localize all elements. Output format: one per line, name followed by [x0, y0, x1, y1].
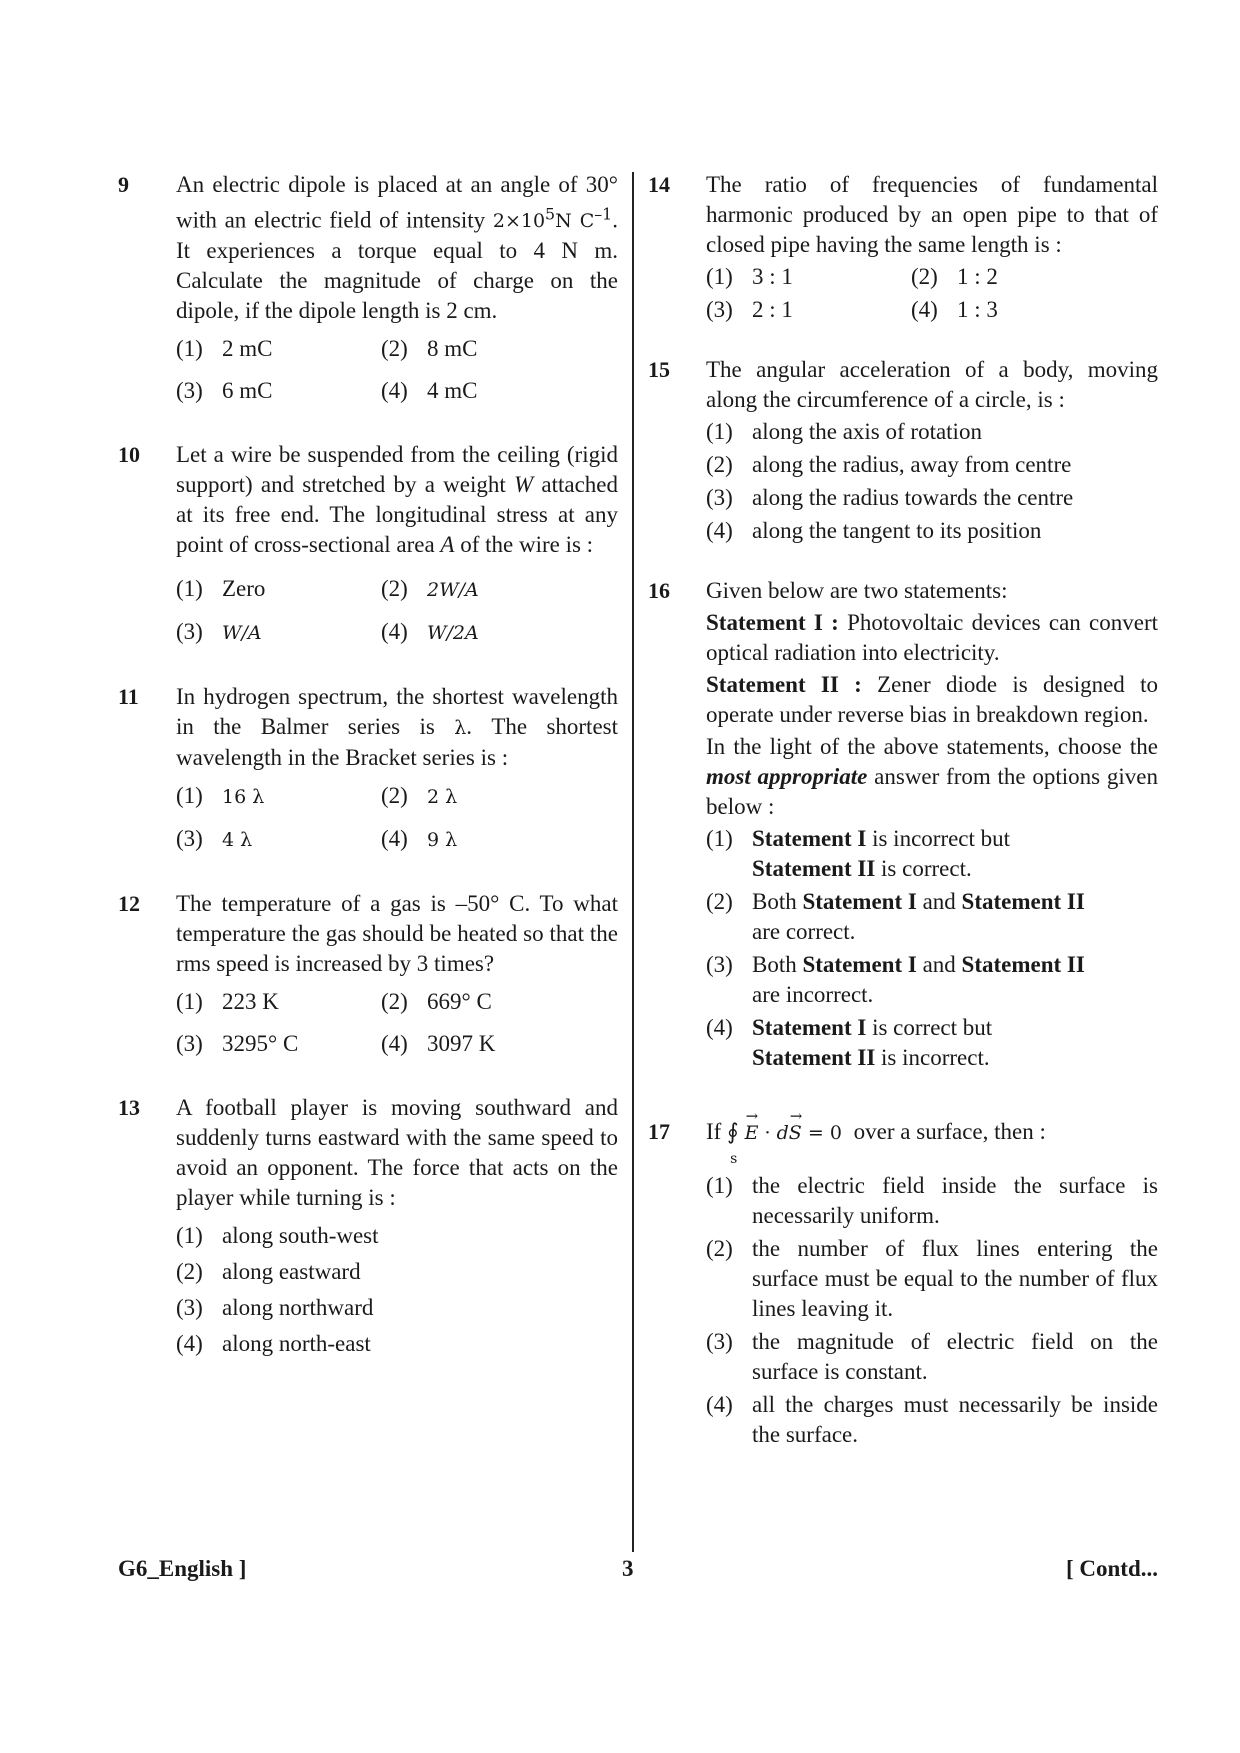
options — [706, 824, 1158, 1073]
instruction: In the light of the above statements, choose the most appropriate answer from the options given below : — [706, 734, 1158, 819]
question-9 — [118, 170, 618, 406]
field-intensity: $2\times 10^5N$ $C^{-1}$ — [492, 205, 613, 233]
question-13 — [118, 1093, 618, 1359]
option-1[interactable]: (1) Zero — [176, 576, 266, 602]
question-number: 9 — [118, 172, 129, 197]
question-number: 14 — [648, 172, 670, 197]
left-column — [118, 170, 618, 1365]
statement-2: Statement II : Zener diode is designed to operate under reverse bias in breakdown region. — [706, 672, 1158, 727]
option-1[interactable]: (1) 223 K — [176, 989, 279, 1015]
options — [176, 334, 618, 406]
option-3[interactable]: (3) the magnitude of electric field on the surface is constant. — [706, 1329, 1158, 1384]
option-3[interactable]: (3) along northward — [176, 1295, 374, 1321]
question-text: In hydrogen spectrum, the shortest wavelength in the Balmer series is λ. The shortest wavelength in the Bracket series is : — [176, 684, 619, 771]
option-2[interactable]: (2) 2W/A — [381, 576, 479, 602]
question-text: The angular acceleration of a body, moving along the circumference of a circle, is : — [706, 357, 1158, 412]
options — [176, 781, 618, 855]
column-divider — [632, 172, 634, 1552]
question-text: A football player is moving southward and suddenly turns eastward with the same speed to avoid an opponent. The force that acts on the player while turning is : — [176, 1095, 618, 1211]
option-4[interactable]: (4) 9 λ — [381, 826, 458, 852]
option-3[interactable]: (3) 4 λ — [176, 826, 253, 852]
option-4[interactable]: (4) along north-east — [176, 1331, 371, 1357]
right-column — [648, 170, 1158, 1453]
page-footer — [118, 1556, 1158, 1586]
question-number: 13 — [118, 1095, 140, 1121]
page-number: 3 — [622, 1556, 634, 1581]
options — [176, 1221, 618, 1359]
option-4[interactable]: (4) Statement I is correct but Statement II is incorrect. — [706, 1015, 993, 1070]
question-11 — [118, 682, 618, 855]
question-number: 15 — [648, 357, 670, 382]
question-text: The ratio of frequencies of fundamental harmonic produced by an open pipe to that of closed pipe having the same length is : — [706, 172, 1158, 257]
question-number: 12 — [118, 891, 140, 917]
booklet-code: G6_English ] — [118, 1556, 247, 1581]
option-2[interactable]: (2) 1 : 2 — [911, 264, 998, 289]
options — [706, 262, 1158, 325]
option-3[interactable]: (3) 6 mC — [176, 378, 273, 404]
question-text: If ∮ s → E · d→ S = 0 over a surface, then : — [706, 1117, 1158, 1165]
option-3[interactable]: (3) 2 : 1 — [706, 297, 793, 322]
option-2[interactable]: (2) along eastward — [176, 1259, 361, 1285]
option-4[interactable]: (4) 4 mC — [381, 378, 478, 404]
question-number: 11 — [118, 684, 139, 710]
option-1[interactable]: (1) 16 λ — [176, 783, 265, 809]
option-4[interactable]: (4) along the tangent to its position — [706, 518, 1042, 543]
option-2[interactable]: (2) 669° C — [381, 989, 492, 1015]
option-1[interactable]: (1) the electric field inside the surface is necessarily uniform. — [706, 1173, 1158, 1228]
option-4[interactable]: (4) all the charges must necessarily be inside the surface. — [706, 1392, 1158, 1447]
option-4[interactable]: (4) 3097 K — [381, 1031, 496, 1057]
option-3[interactable]: (3) along the radius towards the centre — [706, 485, 1074, 510]
option-2[interactable]: (2) 8 mC — [381, 336, 478, 362]
option-2[interactable]: (2) Both Statement I and Statement II are correct. — [706, 889, 1085, 944]
options — [706, 417, 1158, 546]
question-text: An electric dipole is placed at an angle of 30° with an electric field of intensity $2\times 10^5N$ $C^{-1}$. It experiences a torque equal to 4 N m. Calculate the magnitude of charge on the dipole, if the dipole length is 2 cm. — [176, 172, 619, 324]
question-16 — [648, 576, 1158, 1073]
question-17 — [648, 1117, 1158, 1450]
option-1[interactable]: (1) along south-west — [176, 1223, 379, 1249]
options — [176, 987, 618, 1059]
question-intro: Given below are two statements: — [706, 578, 1008, 603]
options — [176, 574, 618, 648]
option-1[interactable]: (1) along the axis of rotation — [706, 419, 982, 444]
option-1[interactable]: (1) 3 : 1 — [706, 264, 793, 289]
option-1[interactable]: (1) 2 mC — [176, 336, 273, 362]
question-15 — [648, 355, 1158, 546]
options — [706, 1171, 1158, 1450]
question-number: 10 — [118, 442, 140, 468]
option-3[interactable]: (3) Both Statement I and Statement II are incorrect. — [706, 952, 1085, 1007]
option-3[interactable]: (3) W/A — [176, 619, 262, 645]
option-2[interactable]: (2) along the radius, away from centre — [706, 452, 1072, 477]
option-2[interactable]: (2) 2 λ — [381, 783, 458, 809]
question-14 — [648, 170, 1158, 325]
question-number: 17 — [648, 1119, 670, 1144]
option-3[interactable]: (3) 3295° C — [176, 1031, 299, 1057]
question-10 — [118, 440, 618, 648]
option-4[interactable]: (4) W/2A — [381, 619, 479, 645]
question-number: 16 — [648, 578, 670, 603]
question-text: Let a wire be suspended from the ceiling (rigid support) and stretched by a weight W attached at its free end. The longitudinal stress at any point of cross-sectional area A of the wire is : — [176, 442, 618, 558]
option-2[interactable]: (2) the number of flux lines entering the surface must be equal to the number of flux lines leaving it. — [706, 1236, 1158, 1321]
option-4[interactable]: (4) 1 : 3 — [911, 297, 998, 322]
question-12 — [118, 889, 618, 1059]
question-text: The temperature of a gas is –50° C. To what temperature the gas should be heated so that the rms speed is increased by 3 times? — [176, 891, 618, 977]
option-1[interactable]: (1) Statement I is incorrect but Statement II is correct. — [706, 826, 1011, 881]
continued-label: [ Contd... — [1065, 1556, 1158, 1581]
statement-1: Statement I : Photovoltaic devices can convert optical radiation into electricity. — [706, 610, 1159, 665]
surface-integral: ∮ s → E · d→ S = 0 — [727, 1118, 842, 1148]
